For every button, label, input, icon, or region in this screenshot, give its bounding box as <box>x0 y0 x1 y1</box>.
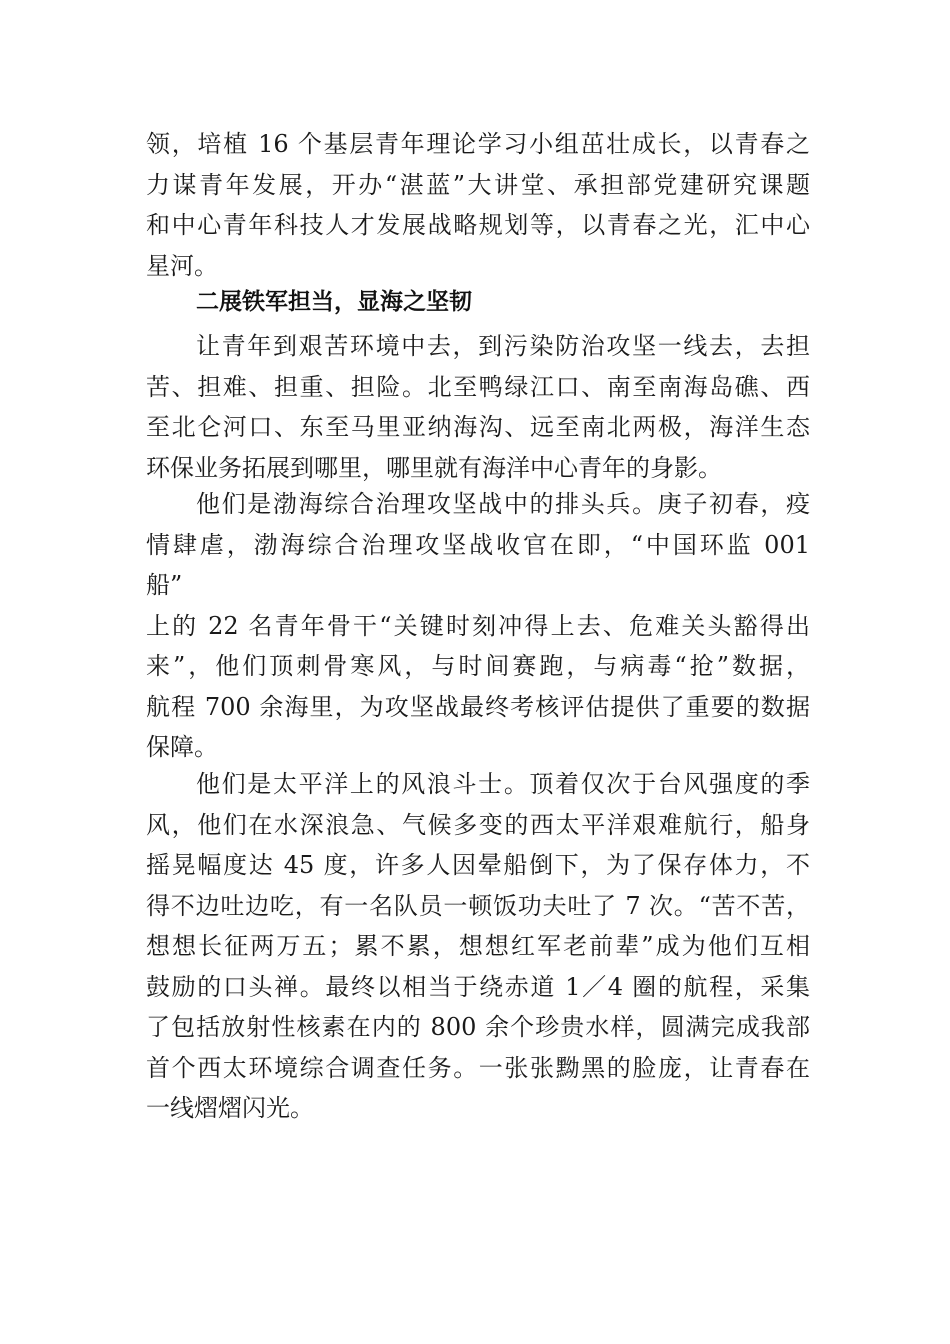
paragraph-line: 他们是渤海综合治理攻坚战中的排头兵。庚子初春，疫 <box>196 490 810 518</box>
paragraph-line: 鼓励的口头禅。最终以相当于绕赤道 1／4 圈的航程，采集 <box>146 972 810 1001</box>
paragraph-3 <box>146 484 810 768</box>
paragraph-2 <box>146 326 810 488</box>
paragraph-line: 星河。 <box>146 251 218 280</box>
paragraph-line: 船” <box>146 571 183 599</box>
section-heading: 二展铁军担当，显海之坚韧 <box>196 289 472 315</box>
paragraph-line: 情肆虐，渤海综合治理攻坚战收官在即，“中国环监 001 <box>146 530 810 559</box>
paragraph-line: 风，他们在水深浪急、气候多变的西太平洋艰难航行，船身 <box>146 810 810 839</box>
paragraph-line: 摇晃幅度达 45 度，许多人因晕船倒下，为了保存体力，不 <box>146 851 810 879</box>
paragraph-line: 来”，他们顶刺骨寒风，与时间赛跑，与病毒“抢”数据， <box>146 652 810 680</box>
paragraph-line: 至北仑河口、东至马里亚纳海沟、远至南北两极，海洋生态 <box>146 413 810 441</box>
paragraph-line: 航程 700 余海里，为攻坚战最终考核评估提供了重要的数据 <box>146 692 810 721</box>
paragraph-line: 一线熠熠闪光。 <box>146 1094 314 1122</box>
paragraph-line: 保障。 <box>146 733 218 761</box>
paragraph-line: 让青年到艰苦环境中去，到污染防治攻坚一线去，去担 <box>196 332 810 360</box>
paragraph-line: 力谋青年发展，开办“湛蓝”大讲堂、承担部党建研究课题 <box>146 170 810 199</box>
paragraph-line: 上的 22 名青年骨干“关键时刻冲得上去、危难关头豁得出 <box>146 611 810 640</box>
paragraph-line: 领，培植 16 个基层青年理论学习小组茁壮成长，以青春之 <box>146 130 810 158</box>
paragraph-line: 他们是太平洋上的风浪斗士。顶着仅次于台风强度的季 <box>196 770 810 798</box>
paragraph-line: 了包括放射性核素在内的 800 余个珍贵水样，圆满完成我部 <box>146 1013 810 1041</box>
paragraph-4 <box>146 764 810 1129</box>
paragraph-line: 首个西太环境综合调查任务。一张张黝黑的脸庞，让青春在 <box>146 1053 810 1082</box>
paragraph-1 <box>146 124 810 286</box>
paragraph-line: 和中心青年科技人才发展战略规划等，以青春之光，汇中心 <box>146 211 810 239</box>
paragraph-line: 得不边吐边吃，有一名队员一顿饭功夫吐了 7 次。“苦不苦， <box>146 891 810 920</box>
paragraph-line: 苦、担难、担重、担险。北至鸭绿江口、南至南海岛礁、西 <box>146 372 810 401</box>
paragraph-line: 环保业务拓展到哪里，哪里就有海洋中心青年的身影。 <box>146 453 722 482</box>
paragraph-line: 想想长征两万五；累不累，想想红军老前辈”成为他们互相 <box>146 932 810 960</box>
